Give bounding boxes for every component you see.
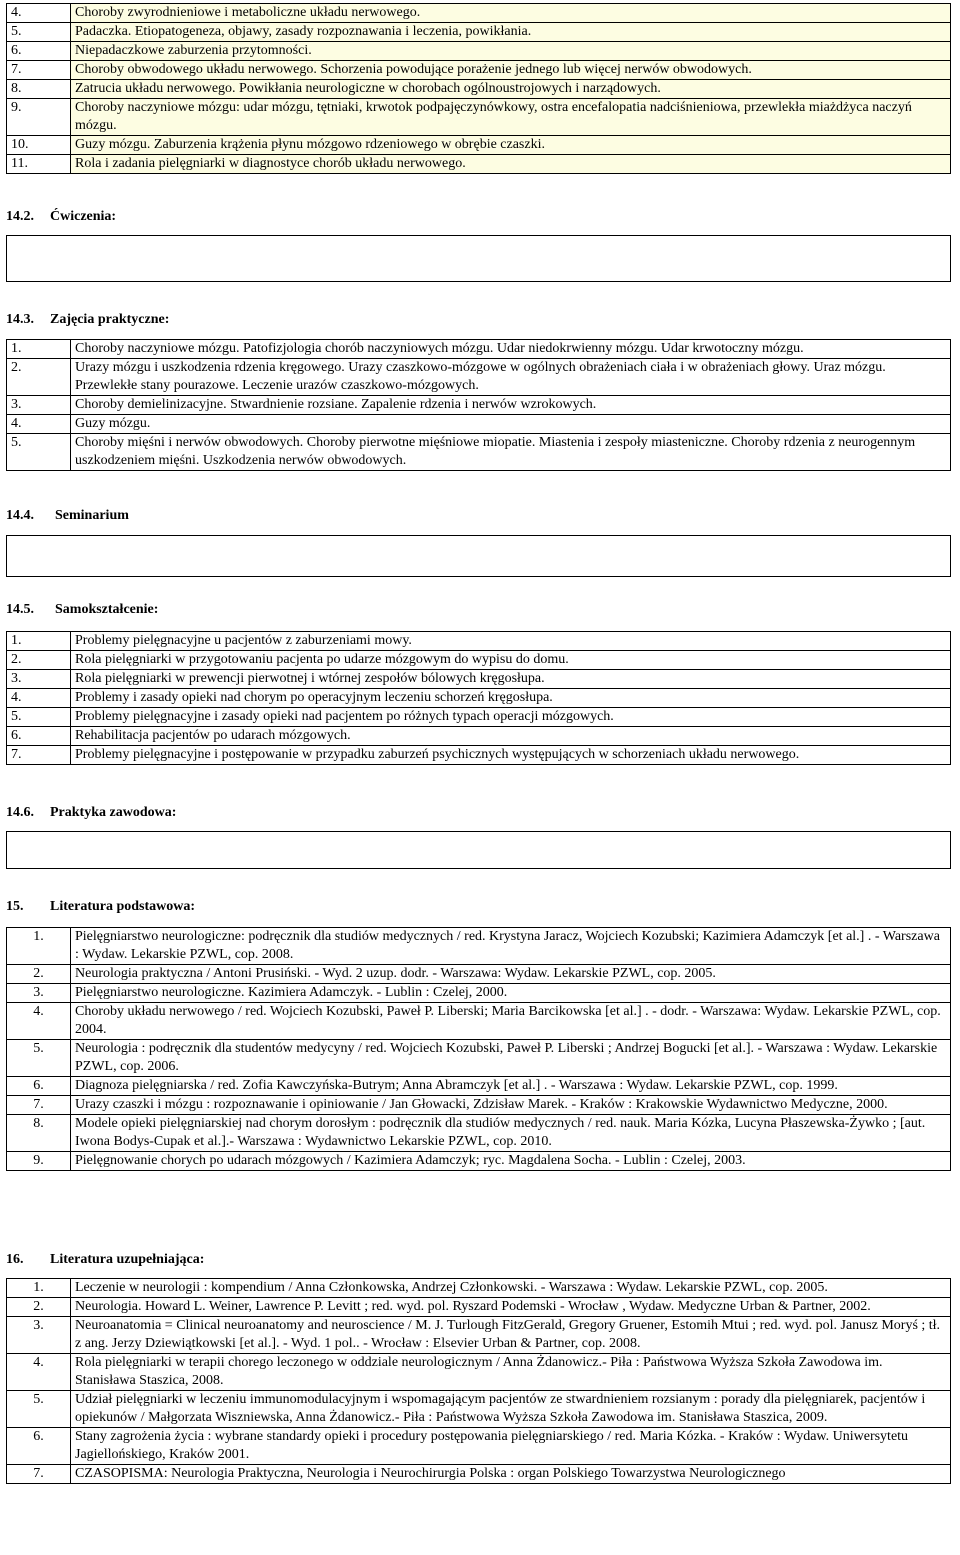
section-heading-zajecia: 14.3. Zajęcia praktyczne: [6, 312, 170, 327]
table-row: 7. Urazy czaszki i mózgu : rozpoznawanie i opiniowanie / Jan Głowacki, Zdzisław Marek. - Kraków : Krakowskie Wydawnictwo Medyczne, 2000. [7, 1096, 951, 1115]
table-row: 5. Padaczka. Etiopatogeneza, objawy, zasady rozpoznawania i leczenia, powikłania. [7, 23, 951, 42]
literatura-podstawowa-table [6, 927, 951, 1171]
table-row: 4. Rola pielęgniarki w terapii chorego leczonego w oddziale neurologicznym / Anna Żdanowicz.- Piła : Państwowa Wyższa Szkoła Zawodowa im. Stanisława Staszica, 2008. [7, 1354, 951, 1391]
literatura-uzupelniajaca-table [6, 1278, 951, 1484]
table-row: 6. Niepadaczkowe zaburzenia przytomności. [7, 42, 951, 61]
section-heading-literatura-podstawowa: 15. Literatura podstawowa: [6, 899, 196, 914]
table-row: 6. Rehabilitacja pacjentów po udarach mózgowych. [7, 727, 951, 746]
table-row: 8. Modele opieki pielęgniarskiej nad chorym dorosłym : podręcznik dla studiów medycznych / red. nauk. Maria Kózka, Lucyna Płaszewska-Żywko ; [aut. Iwona Bodys-Cupak et al.].- Warszawa : Wydawnictwo Lekarskie PZWL, cop. 2010. [7, 1115, 951, 1152]
praktyka-empty-box [6, 831, 951, 869]
table-row: 1. Problemy pielęgnacyjne u pacjentów z zaburzeniami mowy. [7, 632, 951, 651]
table-row: 4. Problemy i zasady opieki nad chorym po operacyjnym leczeniu schorzeń kręgosłupa. [7, 689, 951, 708]
table-row: 2. Rola pielęgniarki w przygotowaniu pacjenta po udarze mózgowym do wypisu do domu. [7, 651, 951, 670]
table-row: 4. Choroby układu nerwowego / red. Wojciech Kozubski, Paweł P. Liberski; Maria Barcikowska [et al.] . - dodr. - Warszawa: Wydaw. Lekarskie PZWL, cop. 2004. [7, 1003, 951, 1040]
table-row: 7. Choroby obwodowego układu nerwowego. Schorzenia powodujące porażenie jednego lub więcej nerwów obwodowych. [7, 61, 951, 80]
samoksztalcenie-table [6, 631, 951, 765]
table-row: 5. Udział pielęgniarki w leczeniu immunomodulacyjnym i wspomagającym pacjentów ze stwardnieniem rozsianym : porady dla pielęgniarek, pacjentów i opiekunów / Małgorzata Wiszniewska, Anna Żdanowicz.- Piła : Państwowa Wyższa Szkoła Zawodowa im. Stanisława Staszica, 2009. [7, 1391, 951, 1428]
section-heading-seminarium: 14.4. Seminarium [6, 508, 129, 523]
table-row: 5. Neurologia : podręcznik dla studentów medycyny / red. Wojciech Kozubski, Paweł P. Liberski ; Andrzej Bogucki [et al.]. - Warszawa : Wydaw. Lekarskie PZWL, cop. 2006. [7, 1040, 951, 1077]
table-row: 11. Rola i zadania pielęgniarki w diagnostyce chorób układu nerwowego. [7, 155, 951, 174]
table-row: 2. Urazy mózgu i uszkodzenia rdzenia kręgowego. Urazy czaszkowo-mózgowe w ogólnych obrażeniach ciała i w obrażeniach głowy. Uraz mózgu. Przewlekłe stany pourazowe. Leczenie urazów czaszkowo-mózgowych. [7, 359, 951, 396]
table-row: 2. Neurologia. Howard L. Weiner, Lawrence P. Levitt ; red. wyd. pol. Ryszard Podemski - Wrocław , Wydaw. Medyczne Urban & Partner, 2002. [7, 1298, 951, 1317]
table-row: 9. Choroby naczyniowe mózgu: udar mózgu, tętniaki, krwotok podpajęczynówkowy, ostra encefalopatia nadciśnieniowa, przewlekła miażdżyca naczyń mózgu. [7, 99, 951, 136]
table-row: 5. Choroby mięśni i nerwów obwodowych. Choroby pierwotne mięśniowe miopatie. Miastenia i zespoły miasteniczne. Choroby rdzenia z neurogennym uszkodzeniem mięśni. Uszkodzenia nerwów obwodowych. [7, 434, 951, 471]
section-heading-samoksztalcenie: 14.5. Samokształcenie: [6, 602, 159, 617]
table-row: 1. Leczenie w neurologii : kompendium / Anna Członkowska, Andrzej Członkowski. - Warszawa : Wydaw. Lekarskie PZWL, cop. 2005. [7, 1279, 951, 1298]
table-row: 6. Stany zagrożenia życia : wybrane standardy opieki i procedury postępowania pielęgniarskiego / red. Maria Kózka. - Kraków : Wydaw. Uniwersytetu Jagiellońskiego, Kraków 2001. [7, 1428, 951, 1465]
table-row: 2. Neurologia praktyczna / Antoni Prusiński. - Wyd. 2 uzup. dodr. - Warszawa: Wydaw. Lekarskie PZWL, cop. 2005. [7, 965, 951, 984]
section-heading-cwiczenia: 14.2. Ćwiczenia: [6, 209, 117, 224]
cwiczenia-empty-box [6, 235, 951, 282]
table-row: 8. Zatrucia układu nerwowego. Powikłania neurologiczne w chorobach ogólnoustrojowych i narządowych. [7, 80, 951, 99]
seminarium-empty-box [6, 535, 951, 577]
table-row: 10. Guzy mózgu. Zaburzenia krążenia płynu mózgowo rdzeniowego w obrębie czaszki. [7, 136, 951, 155]
table-row: 1. Pielęgniarstwo neurologiczne: podręcznik dla studiów medycznych / red. Krystyna Jaracz, Wojciech Kozubski; Kazimiera Adamczyk [et al.] . - Warszawa : Wydaw. Lekarskie PZWL, cop. 2008. [7, 928, 951, 965]
table-row: 1. Choroby naczyniowe mózgu. Patofizjologia chorób naczyniowych mózgu. Udar niedokrwienny mózgu. Udar krwotoczny mózgu. [7, 340, 951, 359]
table-row: 3. Rola pielęgniarki w prewencji pierwotnej i wtórnej zespołów bólowych kręgosłupa. [7, 670, 951, 689]
table-row: 7. Problemy pielęgnacyjne i postępowanie w przypadku zaburzeń psychicznych występujących w schorzeniach układu nerwowego. [7, 746, 951, 765]
zajecia-table [6, 339, 951, 471]
section-heading-literatura-uzupelniajaca: 16. Literatura uzupełniająca: [6, 1252, 205, 1267]
table-row: 3. Neuroanatomia = Clinical neuroanatomy and neuroscience / M. J. Turlough FitzGerald, Gregory Gruener, Estomih Mtui ; red. wyd. pol. Janusz Moryś ; tł. z ang. Jerzy Dziewiątkowski [et al.]. - Wyd. 1 pol.. - Wrocław : Elsevier Urban & Partner, cop. 2008. [7, 1317, 951, 1354]
table-row: 3. Choroby demielinizacyjne. Stwardnienie rozsiane. Zapalenie rdzenia i nerwów wzrokowych. [7, 396, 951, 415]
table-row: 3. Pielęgniarstwo neurologiczne. Kazimiera Adamczyk. - Lublin : Czelej, 2000. [7, 984, 951, 1003]
table-row: 4. Guzy mózgu. [7, 415, 951, 434]
table-row: 5. Problemy pielęgnacyjne i zasady opieki nad pacjentem po różnych typach operacji mózgowych. [7, 708, 951, 727]
table-row: 7. CZASOPISMA: Neurologia Praktyczna, Neurologia i Neurochirurgia Polska : organ Polskiego Towarzystwa Neurologicznego [7, 1465, 951, 1484]
table-row: 4. Choroby zwyrodnieniowe i metaboliczne układu nerwowego. [7, 4, 951, 23]
table-row: 9. Pielęgnowanie chorych po udarach mózgowych / Kazimiera Adamczyk; ryc. Magdalena Socha. - Lublin : Czelej, 2003. [7, 1152, 951, 1171]
table-row: 6. Diagnoza pielęgniarska / red. Zofia Kawczyńska-Butrym; Anna Abramczyk [et al.] . - Warszawa : Wydaw. Lekarskie PZWL, cop. 1999. [7, 1077, 951, 1096]
top-topics-table [6, 3, 951, 174]
section-heading-praktyka: 14.6. Praktyka zawodowa: [6, 805, 177, 820]
